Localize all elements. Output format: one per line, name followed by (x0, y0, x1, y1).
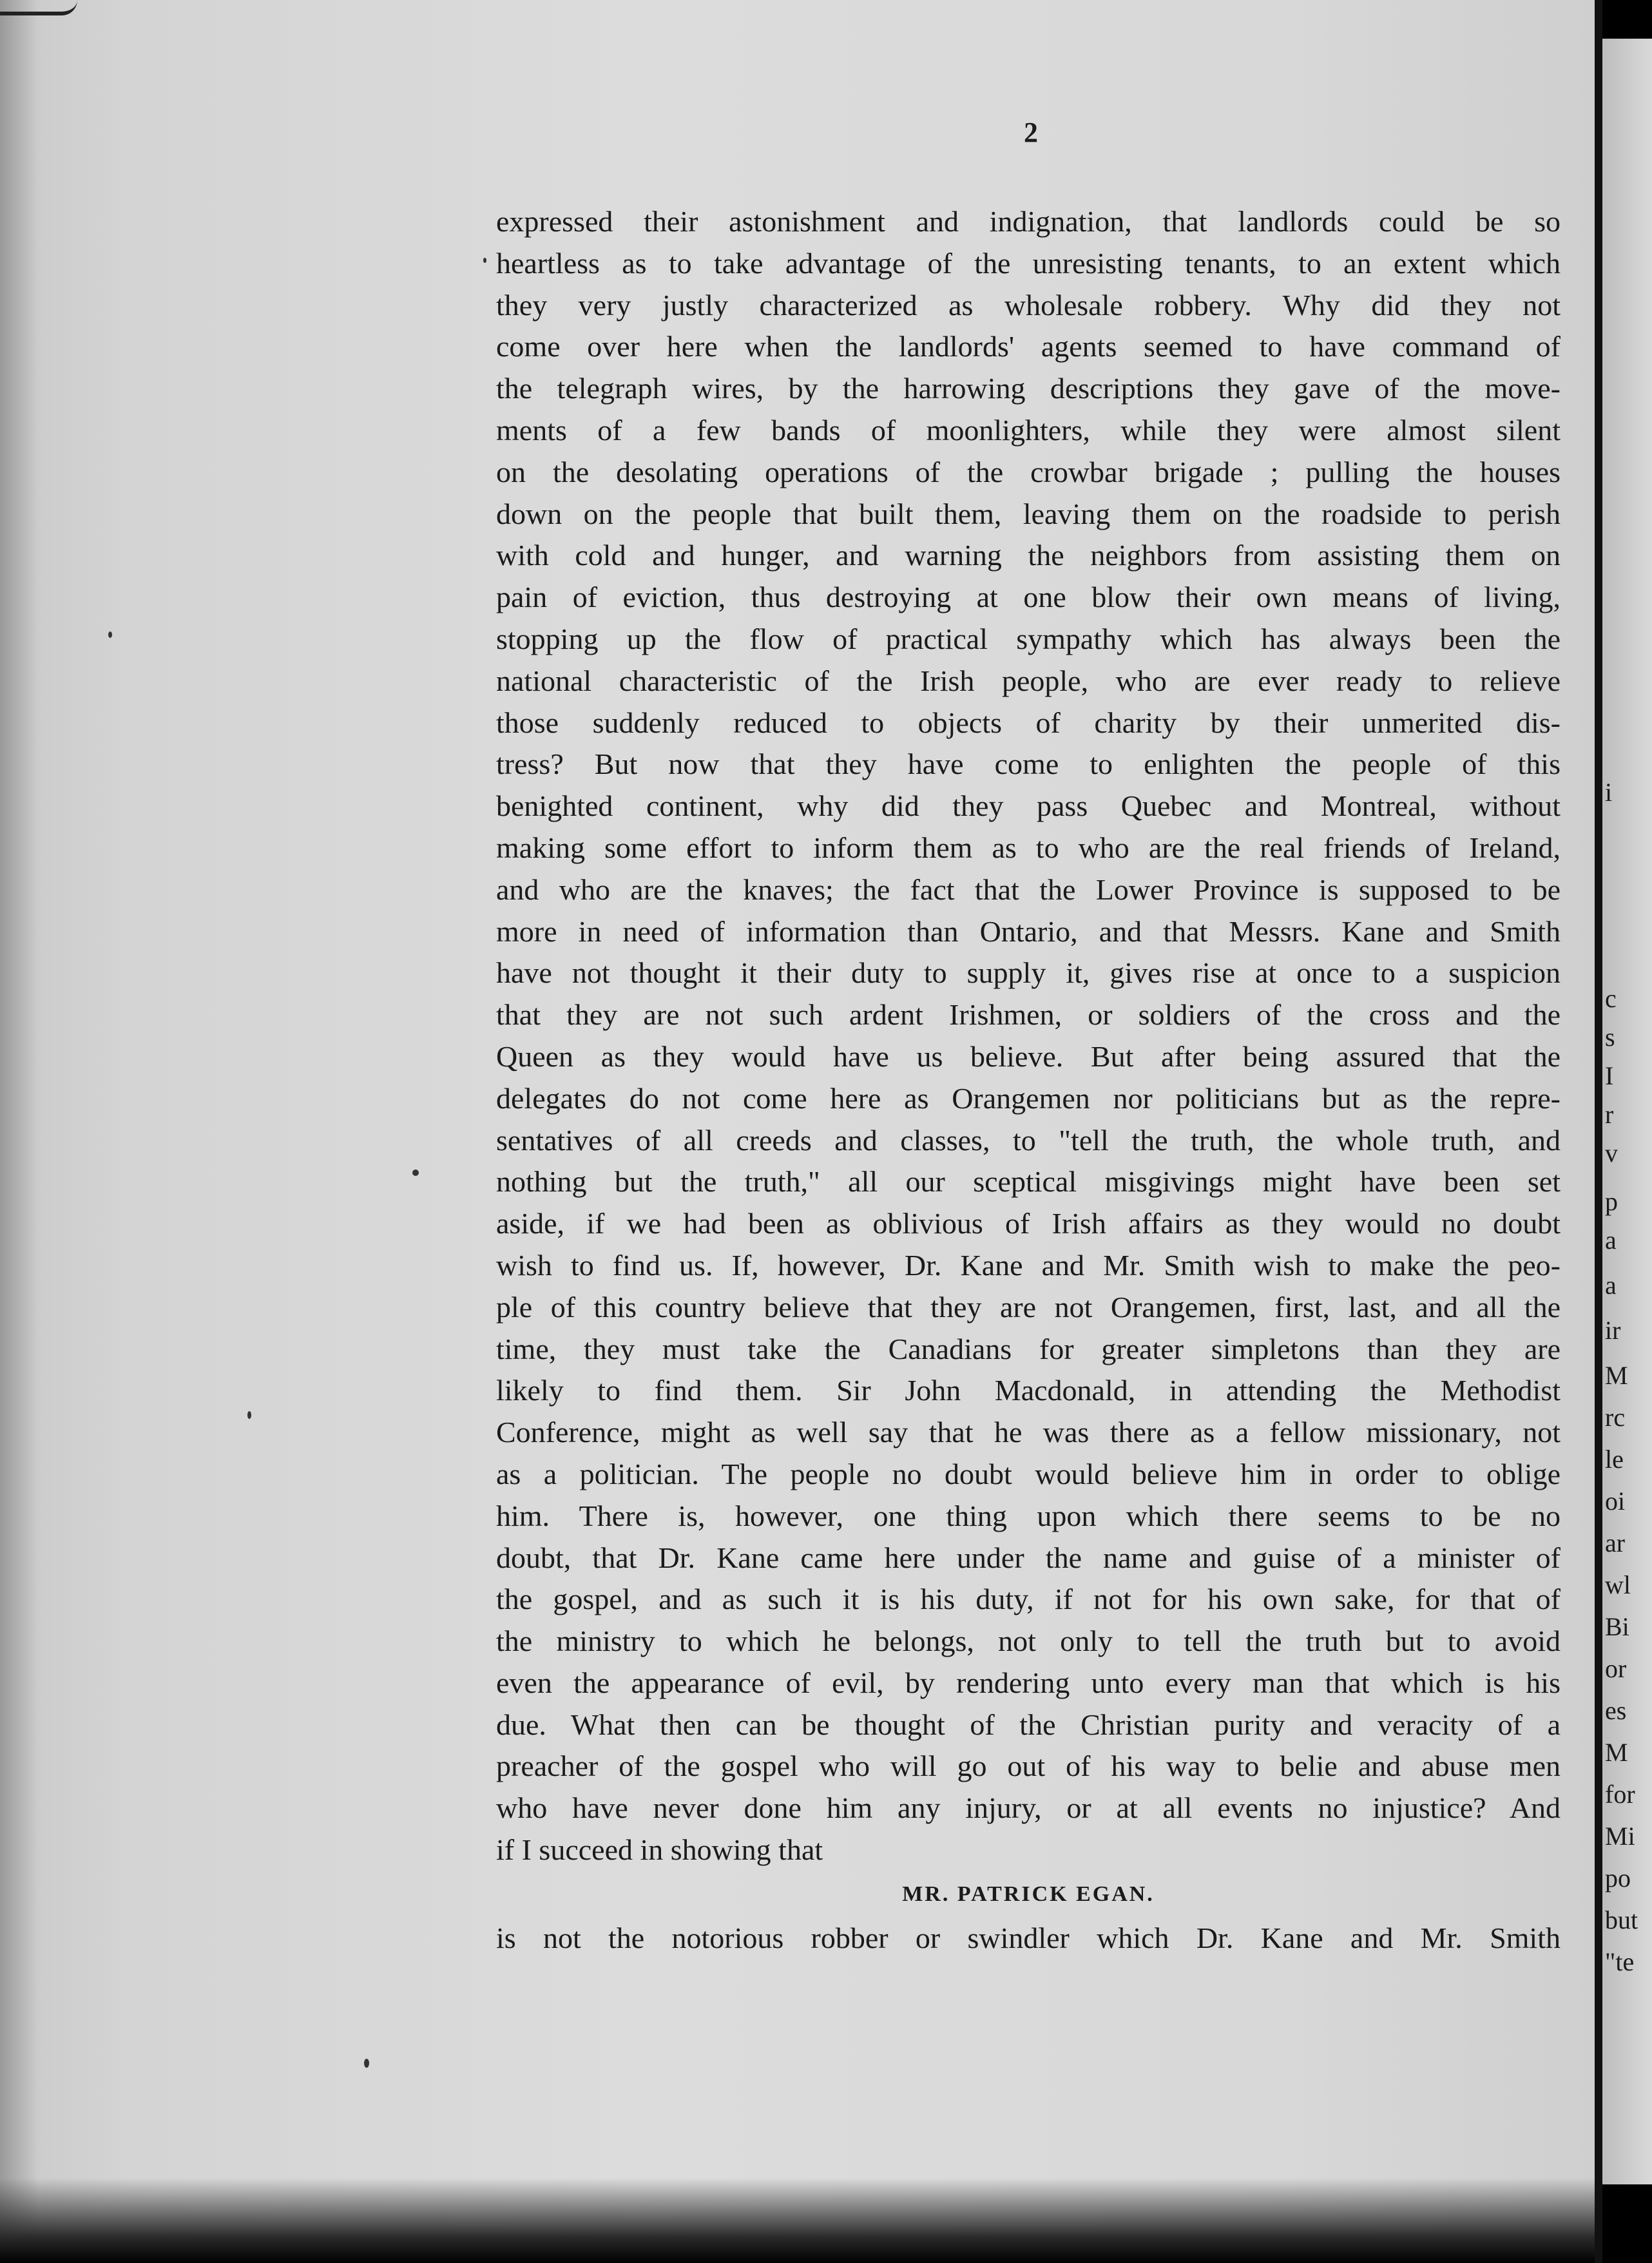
text-line: ple of this country believe that they are not Orangemen, first, last, and all the (496, 1290, 1561, 1324)
text-line: with cold and hunger, and warning the neighbors from assisting them on (496, 539, 1561, 572)
text-line: as a politician. The people no doubt would believe him in order to oblige (496, 1457, 1561, 1490)
text-line: stopping up the flow of practical sympathy which has always been the (496, 622, 1561, 655)
adjacent-fragment: for (1605, 1780, 1635, 1809)
text-line: national characteristic of the Irish people, who are ever ready to relieve (496, 664, 1561, 697)
text-line: time, they must take the Canadians for greater simpletons than they are (496, 1332, 1561, 1365)
text-line: on the desolating operations of the crowbar brigade ; pulling the houses (496, 455, 1561, 488)
adjacent-fragment: r (1605, 1100, 1614, 1129)
adjacent-fragment: p (1605, 1187, 1618, 1216)
adjacent-fragment: rc (1605, 1403, 1626, 1432)
adjacent-fragment: Bi (1605, 1612, 1629, 1641)
text-line: the gospel, and as such it is his duty, if not for his own sake, for that of (496, 1583, 1561, 1616)
adjacent-fragment: es (1605, 1696, 1627, 1725)
adjacent-fragment: I (1605, 1061, 1614, 1090)
text-line: Queen as they would have us believe. But after being assured that the (496, 1039, 1561, 1073)
text-line: the telegraph wires, by the harrowing descriptions they gave of the move- (496, 372, 1561, 405)
text-line: him. There is, however, one thing upon which there seems to be no (496, 1499, 1561, 1532)
adjacent-fragment: M (1605, 1361, 1628, 1390)
text-line: Conference, might as well say that he was there as a fellow missionary, not (496, 1416, 1561, 1449)
adjacent-fragment: ar (1605, 1528, 1626, 1557)
adjacent-fragment: i (1605, 778, 1613, 807)
text-line: ments of a few bands of moonlighters, while they were almost silent (496, 413, 1561, 447)
text-line: expressed their astonishment and indignation, that landlords could be so (496, 205, 1561, 238)
text-line: tress? But now that they have come to enlighten the people of this (496, 747, 1561, 781)
adjacent-fragment: s (1605, 1023, 1615, 1052)
text-line: pain of eviction, thus destroying at one blow their own means of living, (496, 581, 1561, 614)
text-line: and who are the knaves; the fact that the Lower Province is supposed to be (496, 872, 1561, 906)
body-text (496, 201, 1561, 1960)
adjacent-fragment: ir (1605, 1316, 1621, 1345)
text-line: benighted continent, why did they pass Quebec and Montreal, without (496, 789, 1561, 823)
binding-shadow (0, 0, 39, 2263)
text-line: delegates do not come here as Orangemen nor politicians but as the repre- (496, 1081, 1561, 1115)
text-line: nothing but the truth," all our sceptical misgivings might have been set (496, 1165, 1561, 1199)
adjacent-fragment: but (1605, 1905, 1638, 1934)
adjacent-fragment: v (1605, 1139, 1618, 1168)
text-line: those suddenly reduced to objects of charity by their unmerited dis- (496, 706, 1561, 739)
adjacent-fragment: wl (1605, 1570, 1631, 1599)
adjacent-fragment: "te (1605, 1947, 1635, 1976)
adjacent-fragment: po (1605, 1863, 1631, 1892)
text-line: due. What then can be thought of the Christian purity and veracity of a (496, 1708, 1561, 1741)
text-line: heartless as to take advantage of the unresisting tenants, to an extent which (496, 246, 1561, 280)
section-heading: MR. PATRICK EGAN. (902, 1882, 1155, 1906)
text-line: is not the notorious robber or swindler which Dr. Kane and Mr. Smith (496, 1921, 1561, 1954)
adjacent-fragment: M (1605, 1738, 1628, 1767)
text-line: aside, if we had been as oblivious of Irish affairs as they would no doubt (496, 1207, 1561, 1240)
text-line: likely to find them. Sir John Macdonald, in attending the Methodist (496, 1374, 1561, 1407)
scan-speck (247, 1411, 251, 1419)
text-line: they very justly characterized as wholesale robbery. Why did they not (496, 288, 1561, 322)
text-line: more in need of information than Ontario, and that Messrs. Kane and Smith (496, 914, 1561, 948)
text-line: the ministry to which he belongs, not only to tell the truth but to avoid (496, 1624, 1561, 1658)
adjacent-page-strip (1602, 39, 1652, 2184)
text-line: making some effort to inform them as to who are the real friends of Ireland, (496, 831, 1561, 864)
text-line: down on the people that built them, leaving them on the roadside to perish (496, 497, 1561, 530)
bottom-edge-shadow (0, 2178, 1595, 2263)
text-line: have not thought it their duty to supply it, gives rise at once to a suspicion (496, 956, 1561, 990)
text-line: sentatives of all creeds and classes, to "tell the truth, the whole truth, and (496, 1123, 1561, 1157)
text-line: doubt, that Dr. Kane came here under the name and guise of a minister of (496, 1541, 1561, 1574)
scan-artifact-mark (0, 0, 77, 15)
text-line: preacher of the gospel who will go out of his way to belie and abuse men (496, 1749, 1561, 1783)
text-line: come over here when the landlords' agents seemed to have command of (496, 330, 1561, 363)
adjacent-fragment: c (1605, 984, 1617, 1013)
scan-speck (412, 1170, 419, 1176)
adjacent-fragment: or (1605, 1654, 1627, 1683)
scan-speck (108, 631, 112, 638)
adjacent-fragment: a (1605, 1271, 1617, 1300)
text-line: that they are not such ardent Irishmen, or soldiers of the cross and the (496, 998, 1561, 1032)
adjacent-fragment: a (1605, 1226, 1617, 1255)
scan-speck (364, 2059, 369, 2068)
text-line: if I succeed in showing that (496, 1833, 823, 1867)
adjacent-fragment: oi (1605, 1487, 1626, 1516)
text-line: wish to find us. If, however, Dr. Kane and Mr. Smith wish to make the peo- (496, 1248, 1561, 1282)
page-number: 2 (1024, 117, 1038, 148)
adjacent-fragment: le (1605, 1445, 1624, 1474)
scan-speck (483, 258, 486, 263)
adjacent-fragment: Mi (1605, 1822, 1635, 1851)
page-gutter (1595, 0, 1602, 2263)
text-line: even the appearance of evil, by rendering unto every man that which is his (496, 1666, 1561, 1699)
text-line: who have never done him any injury, or at all events no injustice? And (496, 1791, 1561, 1825)
